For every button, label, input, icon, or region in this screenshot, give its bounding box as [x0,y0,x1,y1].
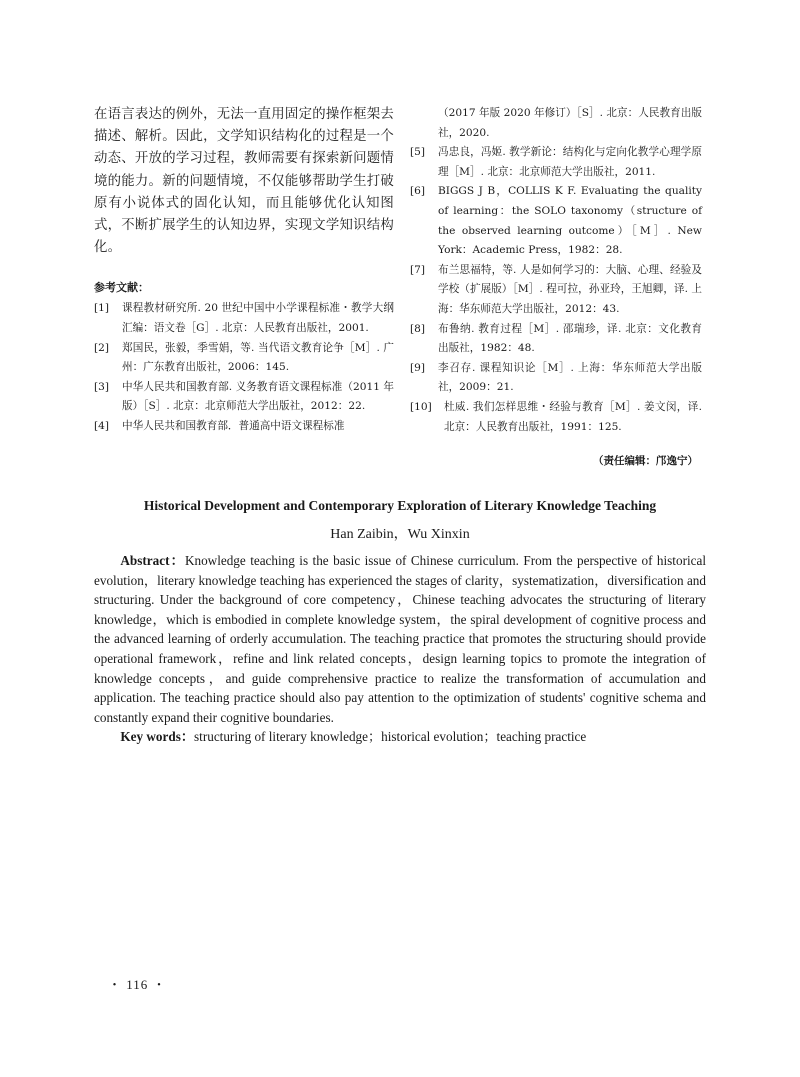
reference-number: [10] [410,400,432,413]
abstract-paragraph [94,551,706,727]
reference-text: （2017 年版 2020 年修订）［S］. 北京：人民教育出版社，2020. [438,107,702,139]
reference-text: 布兰思福特，等. 人是如何学习的：大脑、心理、经验及学校（扩展版）［M］. 程可拉，孙亚玲，王旭卿，译. 上海：华东师范大学出版社，2012：43. [438,263,702,315]
reference-item [94,339,394,378]
reference-text: 冯忠良，冯姬. 教学新论：结构化与定向化教学心理学原理［M］. 北京：北京师范大学出版社，2011. [438,146,702,178]
reference-text: 杜威. 我们怎样思维・经验与教育［M］. 姜文闵，译. 北京：人民教育出版社，1991：125. [444,400,702,433]
keywords-text: structuring of literary knowledge；historical evolution；teaching practice [194,729,587,745]
reference-continuation [410,104,702,143]
reference-item [410,261,702,320]
reference-item [94,378,394,417]
reference-item [410,359,702,398]
reference-text: BIGGS J B，COLLIS K F. Evaluating the quality of learning：the SOLO taxonomy（structure of the observed learning outcome）［M］. New York：Academic Press，1982：28. [438,185,702,257]
english-abstract-section [94,498,706,747]
keywords-label: Key words： [120,729,195,745]
english-title: Historical Development and Contemporary Exploration of Literary Knowledge Teaching [143,498,657,513]
editor-note: （责任编辑：邝逸宁） [593,455,698,468]
reference-number: [3] [94,380,110,393]
right-column [410,104,702,468]
reference-number: [6] [410,185,426,198]
reference-text: 中华人民共和国教育部．普通高中语文课程标准 [122,419,345,432]
page-number: ・ 116 ・ [108,977,167,992]
reference-number: [4] [94,419,110,432]
reference-item [410,320,702,359]
reference-number: [7] [410,263,426,276]
reference-number: [8] [410,322,426,335]
reference-item [94,299,394,338]
reference-number: [5] [410,146,426,159]
left-column [94,104,394,437]
reference-text: 课程教材研究所. 20 世纪中国中小学课程标准・教学大纲汇编：语文卷［G］. 北京：人民教育出版社，2001. [122,302,394,335]
reference-item [410,182,702,260]
reference-number: [2] [94,341,110,354]
reference-number: [9] [410,361,426,374]
keywords-paragraph [94,727,706,747]
abstract-text: Knowledge teaching is the basic issue of Chinese curriculum. From the perspective of historical evolution，literary knowledge teaching has experienced the stages of clarity，systematization，diversification and structuring. Under the background of core competency，Chinese teaching advocates the structuring of literary knowledge，which is embodied in complete knowledge system，the spiral development of cognitive process and the advanced learning of orderly accumulation. The teaching practice that promotes the structuring should provide operational framework，refine and link related concepts，design learning topics to promote the integration of knowledge concepts，and guide comprehensive practice to realize the transformation of accumulation and application. The teaching practice should also pay attention to the optimization of students' cognitive schema and constantly expand their cognitive boundaries. [94,553,706,725]
reference-item [410,398,702,437]
references-heading: 参考文献： [94,281,149,295]
body-paragraph: 在语言表达的例外，无法一直用固定的操作框架去描述、解析。因此，文学知识结构化的过程是一个动态、开放的学习过程，教师需要有探索新问题情境的能力。新的问题情境，不仅能够帮助学生打破原有小说体式的固化认知，而且能够优化认知图式，不断扩展学生的认知边界，实现文学知识结构化。 [94,107,394,256]
reference-text: 李召存. 课程知识论［M］. 上海：华东师范大学出版社，2009：21. [438,361,702,394]
reference-text: 中华人民共和国教育部. 义务教育语文课程标准（2011 年版）［S］. 北京：北京师范大学出版社，2012：22. [122,380,394,413]
reference-text: 郑国民，张毅，季雪娟，等. 当代语文教育论争［M］. 广州：广东教育出版社，2006：145. [122,341,394,374]
reference-item [410,143,702,182]
reference-text: 布鲁纳. 教育过程［M］. 邵瑞珍，译. 北京：文化教育出版社，1982：48. [438,322,702,355]
english-authors: Han Zaibin，Wu Xinxin [330,527,470,542]
reference-number: [1] [94,302,110,315]
abstract-label: Abstract： [120,553,185,568]
reference-item [94,417,394,437]
